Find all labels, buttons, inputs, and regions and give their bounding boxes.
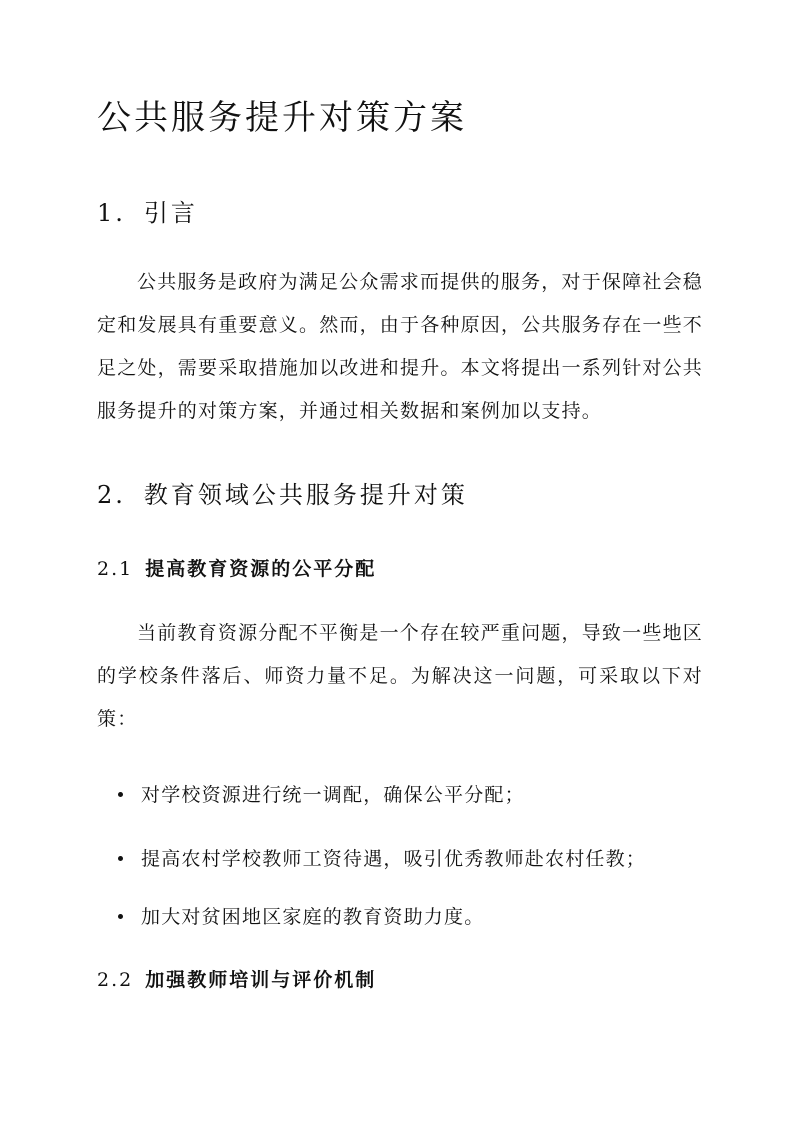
list-item xyxy=(118,903,484,931)
section-title: 教育领域公共服务提升对策 xyxy=(143,481,468,509)
list-item-text: 提高农村学校教师工资待遇，吸引优秀教师赴农村任教； xyxy=(141,848,647,870)
section-heading-introduction xyxy=(97,196,198,230)
section-heading-education xyxy=(97,478,468,512)
subsection-title: 提高教育资源的公平分配 xyxy=(145,558,377,580)
education-resources-paragraph: 当前教育资源分配不平衡是一个存在较严重问题，导致一些地区的学校条件落后、师资力量不足。为解决这一问题，可采取以下对策： xyxy=(97,622,703,730)
document-title: 公共服务提升对策方案 xyxy=(97,98,467,138)
introduction-paragraph: 公共服务是政府为满足公众需求而提供的服务，对于保障社会稳定和发展具有重要意义。然而，由于各种原因，公共服务存在一些不足之处，需要采取措施加以改进和提升。本文将提出一系列针对公共服务提升的对策方案，并通过相关数据和案例加以支持。 xyxy=(97,271,704,422)
section-title: 引言 xyxy=(143,199,198,227)
list-item-text: 对学校资源进行统一调配，确保公平分配； xyxy=(141,784,525,806)
subsection-heading-2-2 xyxy=(97,966,376,994)
section-number: 2. xyxy=(97,481,126,509)
list-item xyxy=(118,781,525,809)
subsection-number: 2.2 xyxy=(97,969,134,991)
subsection-number: 2.1 xyxy=(97,558,134,580)
list-item-text: 加大对贫困地区家庭的教育资助力度。 xyxy=(141,906,485,928)
bullet-icon xyxy=(118,914,123,919)
subsection-heading-2-1 xyxy=(97,555,376,583)
subsection-title: 加强教师培训与评价机制 xyxy=(145,969,377,991)
section-number: 1. xyxy=(97,199,126,227)
list-item xyxy=(118,845,646,873)
bullet-icon xyxy=(118,792,123,797)
bullet-icon xyxy=(118,856,123,861)
